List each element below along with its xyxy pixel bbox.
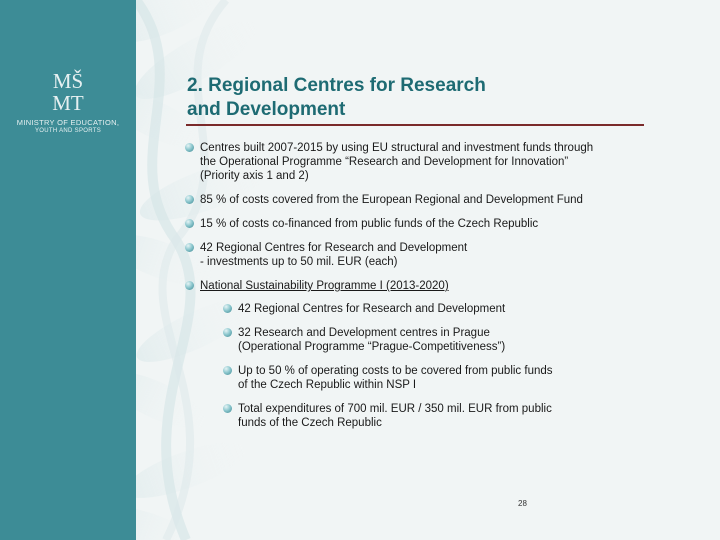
- ministry-logo: [0, 68, 136, 134]
- sub-bullet-text-line: (Operational Programme “Prague-Competitiveness”): [238, 341, 506, 353]
- bullet-item-nsp: [183, 279, 653, 293]
- sub-bullet-text-line: Up to 50 % of operating costs to be covered from public funds: [238, 365, 553, 377]
- bullet-text-line: Centres built 2007-2015 by using EU structural and investment funds through: [200, 142, 594, 154]
- bullet-text-line: the Operational Programme “Research and Development for Innovation”: [200, 156, 569, 168]
- page-number: 28: [518, 499, 527, 508]
- bullet-icon: [223, 366, 232, 375]
- sub-bullet-text-line: 42 Regional Centres for Research and Development: [238, 303, 506, 315]
- sub-bullet-list: [183, 302, 653, 430]
- msmt-monogram-icon: [38, 68, 98, 114]
- sub-bullet-text-line: funds of the Czech Republic: [238, 417, 382, 429]
- title-line-1: 2. Regional Centres for Research: [187, 75, 486, 96]
- bullet-list: [183, 141, 653, 440]
- bullet-text-line: 85 % of costs covered from the European Regional and Development Fund: [200, 194, 583, 206]
- bullet-icon: [185, 243, 194, 252]
- bullet-icon: [223, 304, 232, 313]
- bullet-icon: [185, 219, 194, 228]
- logo-text-line1: MINISTRY OF EDUCATION,: [16, 118, 120, 127]
- sub-bullet-item: [221, 326, 653, 354]
- bullet-text-line: 42 Regional Centres for Research and Development: [200, 242, 468, 254]
- logo-text-line2: YOUTH AND SPORTS: [34, 128, 102, 134]
- sub-bullet-item: [221, 402, 653, 430]
- bullet-item-funding: [183, 141, 653, 183]
- bullet-item-centres: [183, 241, 653, 269]
- bullet-text-line: - investments up to 50 mil. EUR (each): [200, 256, 398, 268]
- left-sidebar-panel: [0, 0, 136, 540]
- monogram-bottom: MT: [52, 91, 84, 114]
- sub-bullet-item: [221, 364, 653, 392]
- sub-bullet-text-line: Total expenditures of 700 mil. EUR / 350 mil. EUR from public: [238, 403, 552, 415]
- bullet-text-line: 15 % of costs co-financed from public funds of the Czech Republic: [200, 218, 539, 230]
- bullet-icon: [185, 143, 194, 152]
- title-line-2: and Development: [187, 99, 346, 120]
- bullet-item-cofinance: [183, 217, 653, 231]
- sub-bullet-item: [221, 302, 653, 316]
- bullet-item-erdf: [183, 193, 653, 207]
- bullet-text-line: National Sustainability Programme I (2013-2020): [200, 280, 449, 292]
- slide-title: [187, 74, 657, 122]
- bullet-icon: [185, 195, 194, 204]
- bullet-icon: [223, 328, 232, 337]
- sub-bullet-text-line: 32 Research and Development centres in Prague: [238, 327, 490, 339]
- sub-bullet-text-line: of the Czech Republic within NSP I: [238, 379, 417, 391]
- bullet-text-line: (Priority axis 1 and 2): [200, 170, 309, 182]
- bullet-icon: [223, 404, 232, 413]
- bullet-icon: [185, 281, 194, 290]
- title-divider: [186, 124, 644, 126]
- monogram-top: MŠ: [52, 69, 84, 93]
